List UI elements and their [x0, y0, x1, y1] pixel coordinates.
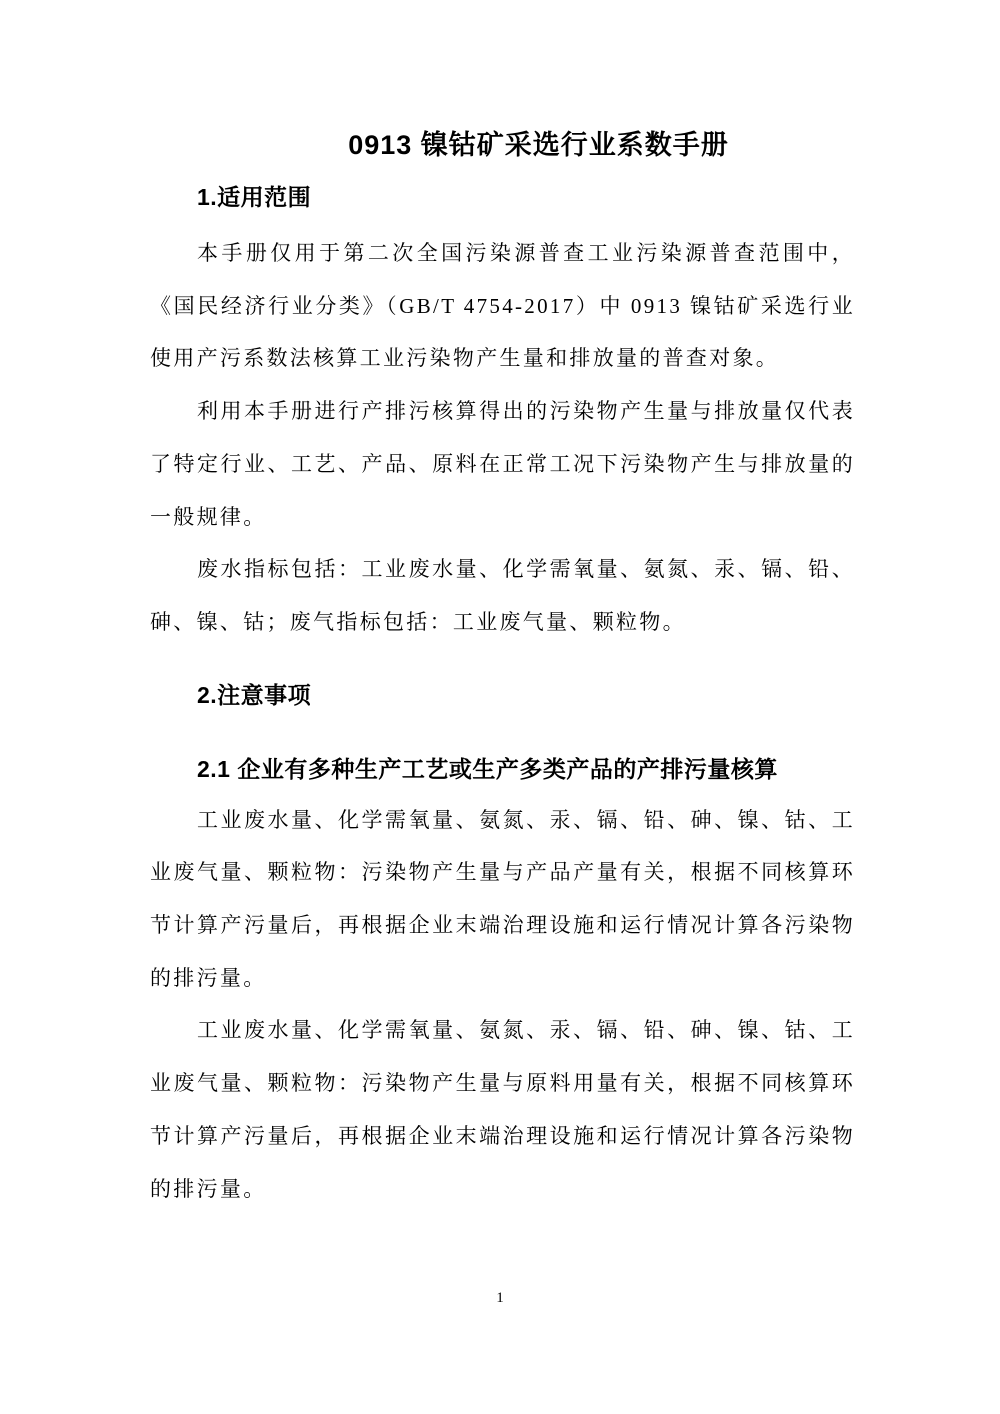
document-title: 0913 镍钴矿采选行业系数手册 [348, 130, 729, 160]
section-1-paragraph-1: 本手册仅用于第二次全国污染源普查工业污染源普查范围中，《国民经济行业分类》（GB/T 4754-2017）中 0913 镍钴矿采选行业使用产污系数法核算工业污染物产生量和排放量的普查对象。 [150, 241, 855, 371]
section-2-1-paragraph-2: 工业废水量、化学需氧量、氨氮、汞、镉、铅、砷、镍、钴、工业废气量、颗粒物：污染物产生量与原料用量有关，根据不同核算环节计算产污量后，再根据企业末端治理设施和运行情况计算各污染物的排污量。 [150, 1018, 855, 1201]
section-1-paragraph-3: 废水指标包括：工业废水量、化学需氧量、氨氮、汞、镉、铅、砷、镍、钴；废气指标包括：工业废气量、颗粒物。 [150, 557, 855, 634]
section-2-heading: 2.注意事项 [197, 681, 312, 708]
section-2-1-paragraph-1: 工业废水量、化学需氧量、氨氮、汞、镉、铅、砷、镍、钴、工业废气量、颗粒物：污染物产生量与产品产量有关，根据不同核算环节计算产污量后，再根据企业末端治理设施和运行情况计算各污染物的排污量。 [150, 807, 855, 990]
page-number: 1 [496, 1290, 504, 1306]
section-2-1-heading: 2.1 企业有多种生产工艺或生产多类产品的产排污量核算 [197, 755, 778, 782]
section-1-heading: 1.适用范围 [197, 184, 312, 210]
section-1-paragraph-2: 利用本手册进行产排污核算得出的污染物产生量与排放量仅代表了特定行业、工艺、产品、原料在正常工况下污染物产生与排放量的一般规律。 [150, 399, 855, 529]
